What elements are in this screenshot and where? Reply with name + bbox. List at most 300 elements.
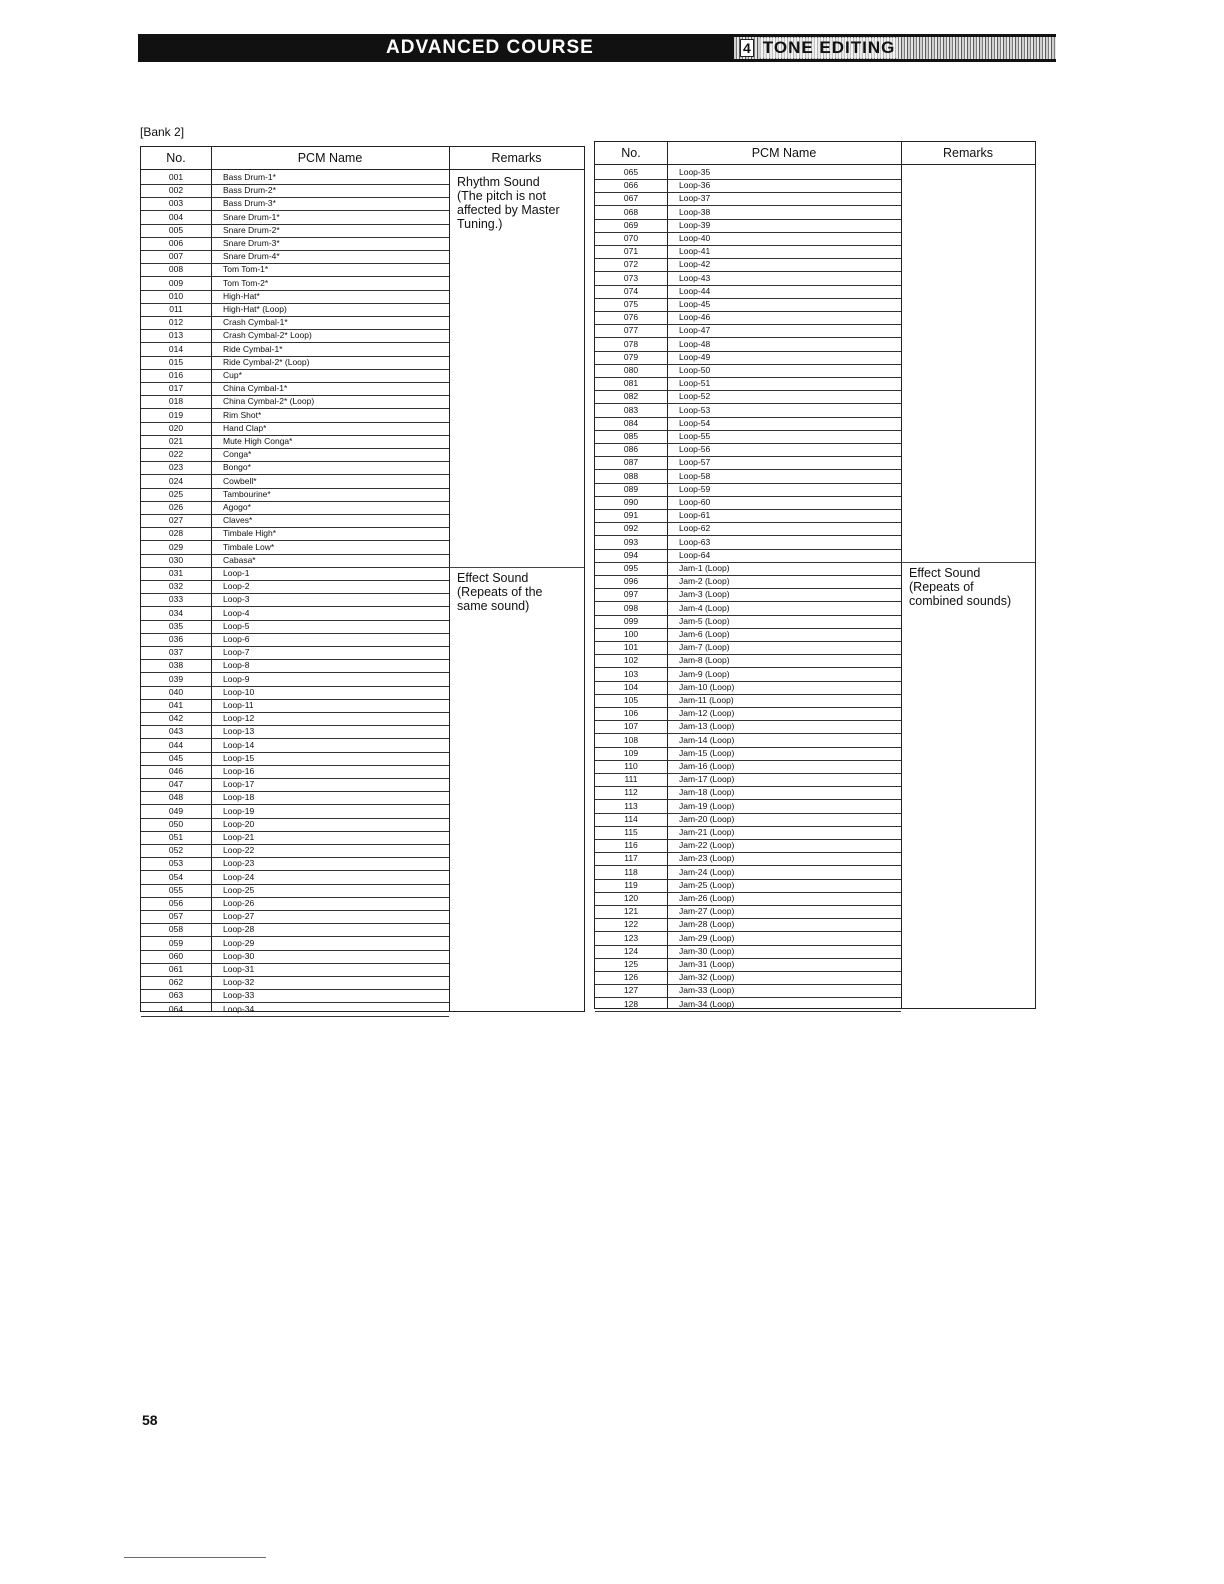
table-row (595, 298, 901, 312)
pcm-name: Loop-21 (223, 832, 255, 842)
pcm-name: Jam-28 (Loop) (679, 919, 735, 930)
pcm-number: 006 (168, 238, 184, 248)
table-row (595, 456, 901, 470)
pcm-number: 023 (168, 462, 184, 473)
table-row (595, 483, 901, 497)
table-row (595, 404, 901, 418)
pcm-number: 014 (168, 343, 184, 354)
pcm-number: 052 (168, 845, 184, 856)
table-row (595, 417, 901, 431)
pcm-name: Loop-11 (223, 700, 254, 710)
pcm-number: 004 (168, 211, 184, 222)
pcm-number: 063 (168, 990, 184, 1001)
pcm-name: Loop-42 (679, 259, 711, 270)
table-row (595, 681, 901, 695)
remarks-line: (The pitch is not (457, 189, 546, 203)
pcm-number: 029 (168, 541, 184, 552)
pcm-number: 019 (168, 409, 184, 420)
pcm-name: Ride Cymbal-2* (Loop) (223, 356, 310, 367)
pcm-number: 042 (168, 713, 184, 724)
pcm-name: Mute High Conga* (223, 436, 293, 446)
table-row (141, 237, 449, 251)
pcm-name: Loop-55 (679, 431, 711, 441)
table-row (595, 905, 901, 919)
pcm-number: 056 (168, 898, 184, 908)
table-row (141, 250, 449, 264)
table-row (595, 311, 901, 325)
table-row (141, 831, 449, 845)
pcm-number: 033 (168, 594, 184, 605)
pcm-number: 077 (623, 325, 639, 336)
table-row (141, 805, 449, 819)
pcm-name: Tom Tom-1* (223, 264, 269, 275)
pcm-number: 090 (623, 497, 639, 507)
table-header (595, 142, 1035, 165)
pcm-name: Loop-35 (679, 167, 711, 177)
pcm-number: 114 (624, 813, 638, 824)
table-row (595, 443, 901, 457)
table-row (595, 575, 901, 589)
pcm-name: Tambourine* (223, 488, 271, 499)
pcm-name: Loop-50 (679, 365, 711, 375)
table-row (141, 620, 449, 634)
table-row (595, 747, 901, 761)
pcm-name: Jam-2 (Loop) (679, 576, 730, 587)
remarks-divider (901, 562, 1035, 563)
table-row (141, 224, 449, 238)
pcm-name: Jam-34 (Loop) (679, 998, 735, 1009)
pcm-name: Jam-26 (Loop) (679, 893, 735, 903)
pcm-name: Loop-4 (223, 607, 250, 618)
pcm-number: 085 (623, 431, 639, 441)
pcm-name: Hand Clap* (223, 422, 267, 433)
pcm-number: 074 (623, 285, 639, 296)
pcm-number: 058 (168, 924, 184, 935)
pcm-number: 060 (168, 950, 184, 961)
pcm-number: 049 (168, 805, 184, 816)
table-row (595, 496, 901, 510)
pcm-table-left (140, 146, 585, 1012)
pcm-name: Snare Drum-4* (223, 251, 280, 262)
table-row (595, 615, 901, 629)
table-row (595, 351, 901, 365)
pcm-name: Loop-62 (679, 523, 711, 534)
pcm-name: Jam-5 (Loop) (679, 615, 730, 626)
table-row (141, 422, 449, 436)
table-row (141, 1003, 449, 1017)
table-row (595, 866, 901, 880)
pcm-number: 112 (624, 787, 638, 798)
pcm-number: 104 (623, 681, 639, 692)
table-row (595, 958, 901, 972)
pcm-name: Loop-32 (223, 977, 255, 988)
table-row (595, 219, 901, 233)
pcm-number: 108 (623, 734, 639, 745)
pcm-name: Jam-16 (Loop) (679, 761, 735, 771)
pcm-name: Loop-12 (223, 713, 255, 724)
pcm-name: Jam-8 (Loop) (679, 655, 730, 666)
pcm-number: 094 (623, 549, 639, 560)
table-row (141, 527, 449, 541)
pcm-name: Loop-18 (223, 792, 255, 803)
pcm-number: 022 (168, 449, 184, 460)
table-row (141, 884, 449, 898)
table-row (141, 963, 449, 977)
pcm-number: 010 (168, 290, 184, 301)
remarks-line: affected by Master (457, 203, 560, 217)
pcm-number: 043 (168, 726, 184, 737)
table-row (141, 541, 449, 555)
pcm-number: 003 (168, 198, 184, 209)
pcm-number: 034 (168, 607, 184, 618)
pcm-name: Loop-25 (223, 884, 255, 895)
table-row (595, 509, 901, 523)
pcm-name: High-Hat* (223, 290, 260, 301)
pcm-number: 078 (623, 338, 639, 349)
pcm-name: Loop-43 (679, 272, 711, 283)
table-row (595, 272, 901, 286)
table-row (595, 839, 901, 853)
pcm-name: Claves* (223, 515, 253, 526)
pcm-name: Loop-57 (679, 457, 711, 468)
remarks-line: (Repeats of the (457, 585, 543, 599)
table-row (141, 461, 449, 475)
column-header-remarks: Remarks (942, 146, 993, 160)
pcm-name: Bass Drum-3* (223, 198, 276, 209)
table-row (595, 588, 901, 602)
pcm-name: Loop-13 (223, 726, 255, 737)
pcm-name: Jam-11 (Loop) (679, 695, 734, 705)
banner-title: ADVANCED COURSE (386, 37, 594, 58)
pcm-number: 032 (168, 581, 184, 592)
pcm-name: Loop-51 (679, 378, 711, 389)
table-row (595, 879, 901, 893)
table-row (141, 712, 449, 726)
pcm-number: 081 (623, 378, 639, 389)
pcm-name: Jam-24 (Loop) (679, 866, 735, 877)
pcm-name: Loop-54 (679, 417, 711, 428)
pcm-number: 011 (169, 304, 183, 314)
pcm-number: 086 (623, 444, 639, 455)
table-row (595, 800, 901, 814)
pcm-name: Loop-23 (223, 858, 255, 869)
pcm-number: 073 (623, 272, 639, 283)
pcm-name: China Cymbal-1* (223, 383, 288, 394)
remarks-line: (Repeats of (909, 580, 974, 594)
pcm-name: Loop-9 (223, 673, 250, 684)
table-row (141, 211, 449, 225)
pcm-number: 047 (168, 779, 184, 790)
table-row (595, 377, 901, 391)
pcm-name: Jam-14 (Loop) (679, 734, 735, 745)
pcm-name: Timbale High* (223, 528, 277, 539)
pcm-number: 050 (168, 818, 184, 829)
table-row (595, 522, 901, 536)
pcm-number: 113 (624, 800, 638, 811)
pcm-number: 128 (623, 998, 639, 1009)
table-row (141, 382, 449, 396)
table-row (595, 232, 901, 246)
pcm-name: Jam-15 (Loop) (679, 747, 735, 758)
pcm-number: 016 (168, 370, 184, 380)
pcm-name: Crash Cymbal-2* Loop) (223, 330, 312, 341)
chapter-number: 4 (740, 39, 754, 57)
pcm-name: Loop-40 (679, 233, 711, 243)
pcm-name: Jam-12 (Loop) (679, 708, 735, 719)
pcm-number: 030 (168, 554, 184, 565)
table-row (141, 686, 449, 700)
pcm-number: 013 (168, 330, 184, 341)
table-row (141, 369, 449, 383)
table-row (595, 707, 901, 721)
pcm-number: 065 (623, 167, 639, 177)
pcm-number: 098 (623, 602, 639, 613)
column-header-pcm-name: PCM Name (751, 146, 817, 160)
table-row (141, 356, 449, 370)
table-row (595, 945, 901, 959)
pcm-number: 009 (168, 277, 184, 288)
table-row (595, 470, 901, 484)
pcm-number: 120 (623, 893, 639, 903)
pcm-name: Loop-26 (223, 898, 255, 908)
pcm-number: 031 (168, 568, 184, 578)
pcm-name: Jam-22 (Loop) (679, 840, 735, 851)
pcm-number: 101 (623, 642, 639, 653)
pcm-name: Jam-21 (Loop) (679, 827, 735, 837)
pcm-number: 072 (623, 259, 639, 270)
pcm-name: Cabasa* (223, 554, 256, 565)
pcm-name: Loop-7 (223, 647, 250, 658)
pcm-name: Loop-46 (679, 312, 711, 323)
table-row (141, 699, 449, 713)
pcm-number: 095 (623, 563, 639, 573)
pcm-name: Loop-19 (223, 805, 255, 816)
pcm-name: Loop-14 (223, 739, 255, 750)
table-row (595, 918, 901, 932)
pcm-number: 061 (168, 964, 184, 974)
pcm-number: 046 (168, 766, 184, 776)
pcm-name: Cup* (223, 370, 242, 380)
pcm-number: 105 (623, 695, 639, 705)
pcm-name: Jam-9 (Loop) (679, 668, 730, 679)
pcm-number: 109 (623, 747, 639, 758)
pcm-number: 025 (168, 488, 184, 499)
pcm-name: Bass Drum-2* (223, 185, 276, 196)
pcm-number: 044 (168, 739, 184, 750)
pcm-number: 055 (168, 884, 184, 895)
pcm-name: Loop-33 (223, 990, 255, 1001)
pcm-number: 036 (168, 634, 184, 644)
pcm-number: 026 (168, 502, 184, 512)
table-row (595, 984, 901, 998)
pcm-number: 093 (623, 536, 639, 547)
table-row (595, 602, 901, 616)
pcm-number: 110 (624, 761, 638, 771)
column-divider (901, 142, 902, 1008)
pcm-name: Loop-22 (223, 845, 255, 856)
pcm-name: Jam-32 (Loop) (679, 972, 735, 983)
pcm-name: Loop-8 (223, 660, 250, 671)
pcm-number: 041 (168, 700, 184, 710)
pcm-name: Loop-60 (679, 497, 711, 507)
table-row (141, 752, 449, 766)
pcm-number: 107 (623, 721, 639, 732)
table-row (141, 673, 449, 687)
pcm-name: Loop-30 (223, 950, 255, 961)
table-row (141, 263, 449, 277)
table-row (141, 976, 449, 990)
table-row (595, 390, 901, 404)
table-row (595, 258, 901, 272)
pcm-name: Loop-5 (223, 620, 250, 631)
pcm-number: 124 (623, 945, 639, 956)
remarks-text (457, 571, 542, 613)
pcm-name: Loop-64 (679, 549, 711, 560)
table-header (141, 147, 584, 170)
pcm-name: Loop-1 (223, 568, 250, 578)
table-row (141, 791, 449, 805)
pcm-name: Jam-27 (Loop) (679, 906, 735, 917)
pcm-name: China Cymbal-2* (Loop) (223, 396, 315, 407)
table-row (141, 567, 449, 581)
table-row (595, 932, 901, 946)
pcm-name: Loop-15 (223, 752, 255, 763)
pcm-name: High-Hat* (Loop) (223, 304, 287, 314)
pcm-number: 008 (168, 264, 184, 275)
pcm-name: Loop-28 (223, 924, 255, 935)
pcm-name: Tom Tom-2* (223, 277, 269, 288)
table-row (141, 409, 449, 423)
pcm-number: 119 (624, 879, 638, 890)
pcm-name: Rim Shot* (223, 409, 262, 420)
pcm-number: 068 (623, 206, 639, 217)
pcm-number: 017 (168, 383, 184, 394)
table-row (141, 739, 449, 753)
table-row (595, 654, 901, 668)
pcm-name: Snare Drum-2* (223, 224, 280, 235)
pcm-name: Loop-45 (679, 299, 711, 309)
table-row (141, 171, 449, 185)
pcm-name: Loop-41 (679, 246, 711, 257)
table-row (141, 607, 449, 621)
pcm-number: 071 (623, 246, 639, 257)
table-row (595, 852, 901, 866)
pcm-name: Loop-24 (223, 871, 255, 882)
column-header-no: No. (621, 146, 641, 160)
table-row (595, 179, 901, 193)
table-row (141, 514, 449, 528)
pcm-name: Loop-34 (223, 1003, 255, 1014)
pcm-number: 126 (623, 972, 639, 983)
pcm-number: 096 (623, 576, 639, 587)
remarks-line: combined sounds) (909, 594, 1012, 608)
pcm-number: 007 (168, 251, 184, 262)
table-row (141, 290, 449, 304)
pcm-number: 062 (168, 977, 184, 988)
remarks-divider (449, 567, 584, 568)
pcm-number: 051 (168, 832, 184, 842)
pcm-name: Loop-44 (679, 285, 711, 296)
pcm-number: 111 (624, 774, 638, 785)
column-header-remarks: Remarks (491, 151, 542, 165)
pcm-name: Loop-63 (679, 536, 711, 547)
pcm-number: 127 (623, 985, 639, 996)
table-row (595, 971, 901, 985)
pcm-number: 079 (623, 351, 639, 362)
table-row (595, 245, 901, 259)
bank-label: [Bank 2] (140, 125, 185, 139)
column-header-no: No. (166, 151, 186, 165)
pcm-name: Agogo* (223, 502, 251, 512)
table-row (141, 501, 449, 515)
table-row (141, 937, 449, 951)
pcm-number: 015 (168, 356, 184, 367)
pcm-name: Loop-53 (679, 404, 711, 415)
pcm-number: 122 (623, 919, 639, 930)
table-row (141, 435, 449, 449)
pcm-number: 121 (623, 906, 639, 917)
page-number: 58 (142, 1412, 158, 1428)
table-row (141, 303, 449, 317)
pcm-number: 076 (623, 312, 639, 323)
chapter-banner (734, 37, 1056, 59)
pcm-name: Loop-3 (223, 594, 250, 605)
pcm-name: Jam-6 (Loop) (679, 629, 730, 639)
pcm-name: Bass Drum-1* (223, 172, 276, 182)
pcm-number: 021 (168, 436, 184, 446)
pcm-number: 092 (623, 523, 639, 534)
table-row (141, 646, 449, 660)
pcm-name: Jam-7 (Loop) (679, 642, 730, 653)
table-row (141, 329, 449, 343)
pcm-number: 123 (623, 932, 639, 943)
table-row (595, 773, 901, 787)
pcm-number: 037 (168, 647, 184, 658)
remarks-text (909, 566, 1011, 608)
pcm-number: 075 (623, 299, 639, 309)
table-row (141, 910, 449, 924)
pcm-name: Conga* (223, 449, 252, 460)
table-row (595, 536, 901, 550)
pcm-number: 080 (623, 365, 639, 375)
table-row (141, 844, 449, 858)
table-row (141, 659, 449, 673)
pcm-number: 001 (168, 172, 184, 182)
table-row (595, 813, 901, 827)
pcm-name: Jam-23 (Loop) (679, 853, 735, 864)
pcm-name: Ride Cymbal-1* (223, 343, 283, 354)
pcm-number: 048 (168, 792, 184, 803)
pcm-number: 083 (623, 404, 639, 415)
table-row (141, 316, 449, 330)
table-row (595, 668, 901, 682)
pcm-name: Loop-16 (223, 766, 255, 776)
pcm-number: 035 (168, 620, 184, 631)
pcm-name: Bongo* (223, 462, 251, 473)
table-row (141, 197, 449, 211)
table-row (595, 720, 901, 734)
pcm-name: Snare Drum-1* (223, 211, 280, 222)
table-row (141, 448, 449, 462)
pcm-name: Loop-29 (223, 937, 255, 948)
pcm-number: 027 (168, 515, 184, 526)
remarks-line: same sound) (457, 599, 530, 613)
pcm-name: Jam-29 (Loop) (679, 932, 735, 943)
table-row (141, 184, 449, 198)
remarks-text (457, 175, 560, 231)
table-row (595, 206, 901, 220)
pcm-name: Loop-48 (679, 338, 711, 349)
